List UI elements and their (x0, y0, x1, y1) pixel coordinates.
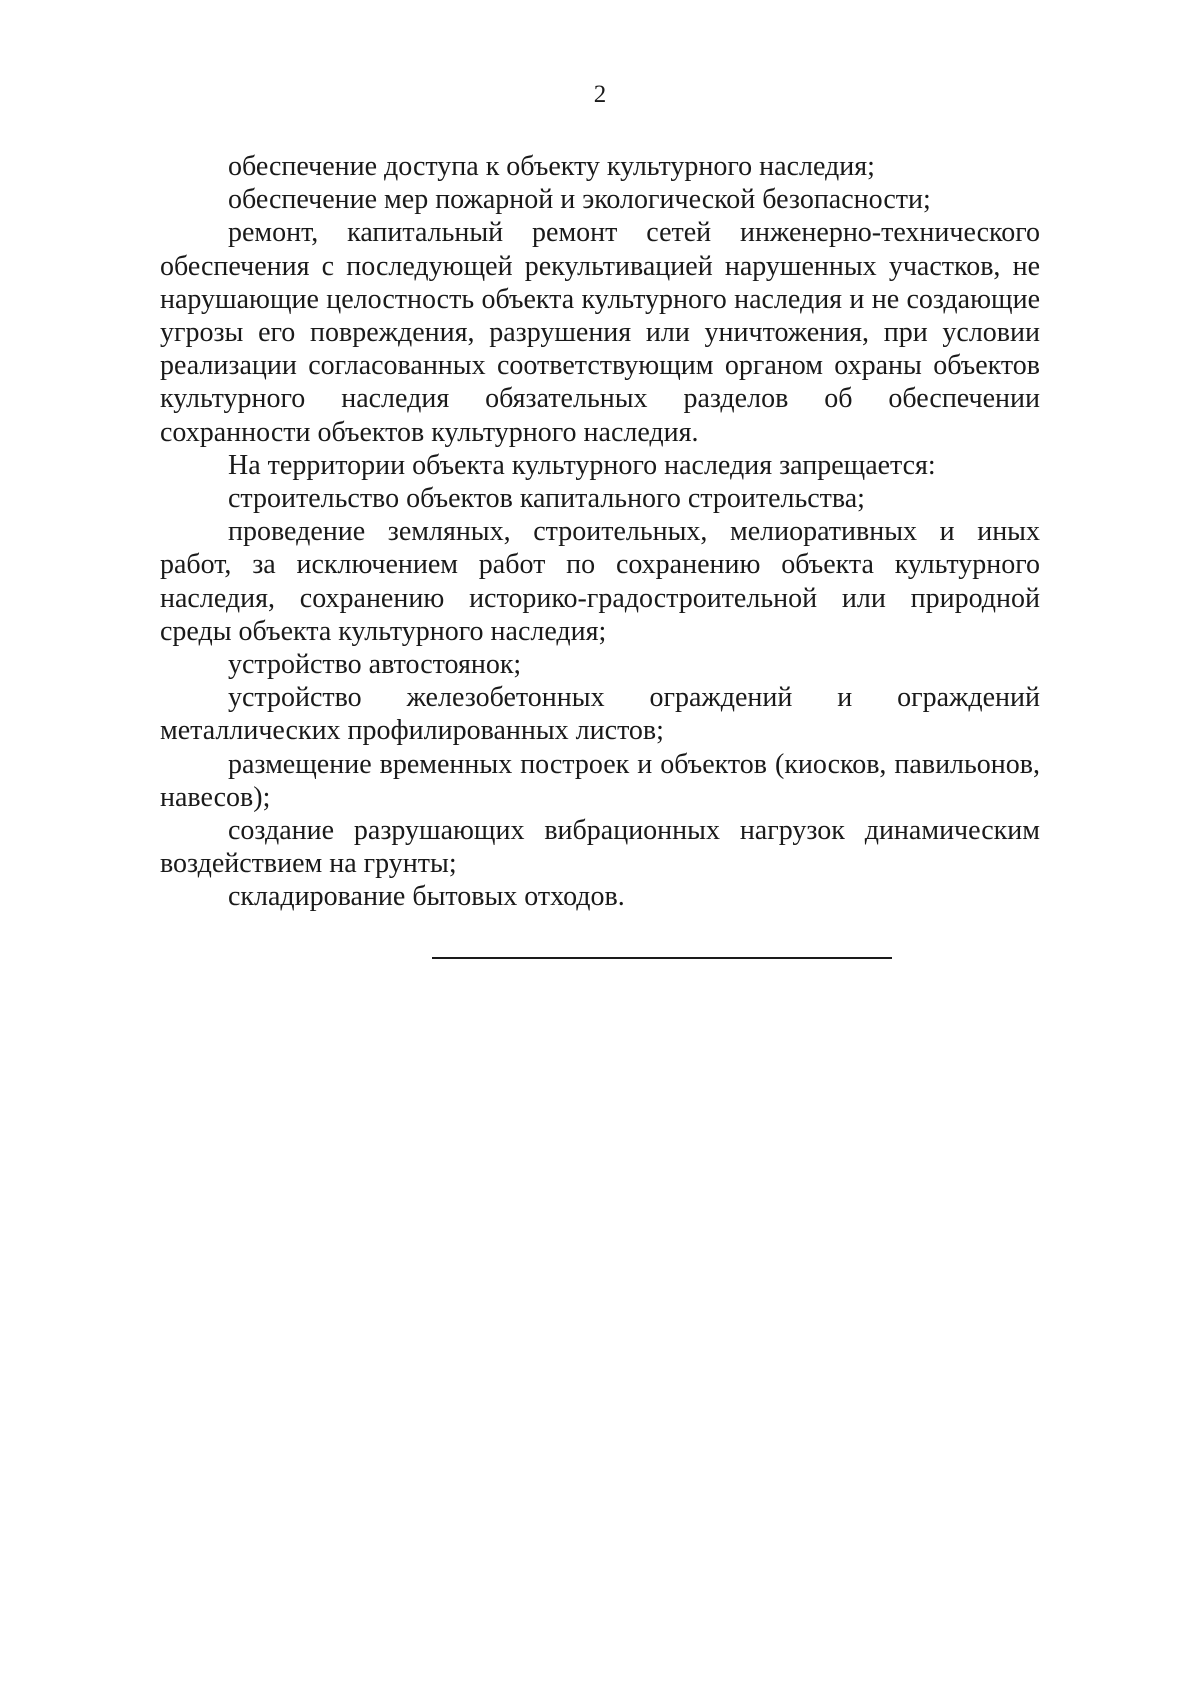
paragraph: На территории объекта культурного наследия запрещается: (228, 449, 936, 481)
page-number: 2 (593, 81, 607, 108)
end-of-text-rule (432, 957, 892, 959)
paragraph: создание разрушающих вибрационных нагрузок динамическим воздействием на грунты; (160, 815, 1040, 880)
paragraph: обеспечение доступа к объекту культурного наследия; (228, 151, 875, 182)
paragraph: ремонт, капитальный ремонт сетей инженерно-технического обеспечения с последующей рекультивацией нарушенных участков, не нарушающие целостность объекта культурного наследия и не создающие угрозы его повреждения, разрушения или уничтожения, при условии реализации согласованных соответствующим органом охраны объектов культурного наследия обязательных разделов об обеспечении сохранности объектов культурного наследия. (160, 217, 1040, 448)
paragraph: устройство железобетонных ограждений и ограждений металлических профилированных листов; (160, 682, 1040, 747)
paragraph: размещение временных построек и объектов (киосков, павильонов, навесов); (160, 748, 1040, 813)
paragraph: устройство автостоянок; (228, 649, 522, 681)
document-body (160, 150, 1040, 914)
paragraph: проведение земляных, строительных, мелиоративных и иных работ, за исключением работ по сохранению объекта культурного наследия, сохранению историко-градостроительной или природной среды объекта культурного наследия; (160, 516, 1040, 647)
paragraph: обеспечение мер пожарной и экологической безопасности; (228, 184, 931, 216)
paragraph: строительство объектов капитального строительства; (228, 483, 865, 515)
paragraph: складирование бытовых отходов. (228, 881, 625, 913)
